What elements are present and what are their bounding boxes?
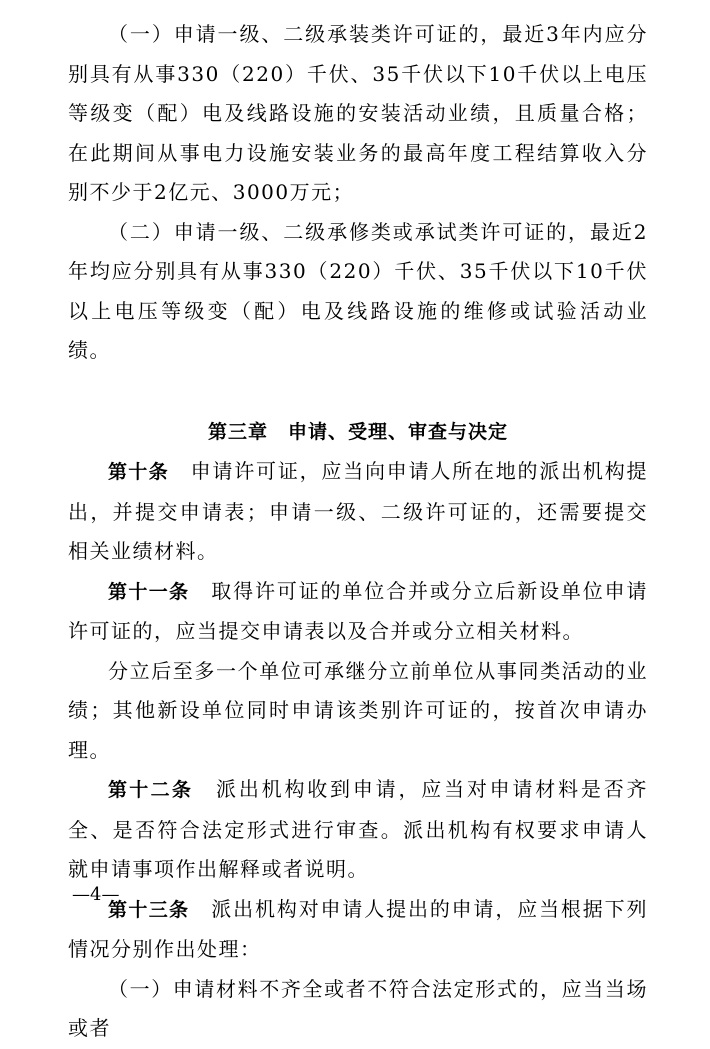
article-number: 第十一条 (108, 580, 190, 603)
paragraph-item-3: （一）申请材料不齐全或者不符合法定形式的，应当当场或者 (68, 976, 648, 1040)
article-10 (68, 452, 648, 572)
article-text: 申请许可证，应当向申请人所在地的派出机构提出，并提交申请表；申请一级、二级许可证的，还需要提交相关业绩材料。 (68, 459, 648, 563)
paragraph-item-2: （二）申请一级、二级承修类或承试类许可证的，最近2年均应分别具有从事330（220）千伏、35千伏以下10千伏以上电压等级变（配）电及线路设施的维修或试验活动业绩。 (68, 219, 648, 362)
body-text (68, 15, 648, 1049)
page-number: —4— (72, 884, 120, 905)
article-number: 第十三条 (108, 898, 190, 921)
article-text: 派出机构收到申请，应当对申请材料是否齐全、是否符合法定形式进行审查。派出机构有权要求申请人就申请事项作出解释或者说明。 (68, 777, 648, 881)
article-number: 第十条 (108, 461, 169, 483)
article-11 (68, 572, 648, 652)
article-number: 第十二条 (108, 779, 194, 801)
paragraph-item-1: （一）申请一级、二级承装类许可证的，最近3年内应分别具有从事330（220）千伏、35千伏以下10千伏以上电压等级变（配）电及线路设施的安装活动业绩，且质量合格；在此期间从事电力设施安装业务的最高年度工程结算收入分别不少于2亿元、3000万元； (68, 22, 648, 204)
chapter-title: 第三章 申请、受理、审查与决定 (207, 420, 508, 443)
article-text: 派出机构对申请人提出的申请，应当根据下列情况分别作出处理： (68, 896, 648, 961)
article-text: 取得许可证的单位合并或分立后新设单位申请许可证的，应当提交申请表以及合并或分立相关材料。 (68, 578, 648, 643)
paragraph-split-unit: 分立后至多一个单位可承继分立前单位从事同类活动的业绩；其他新设单位同时申请该类别许可证的，按首次申请办理。 (68, 658, 648, 762)
article-13 (68, 890, 648, 970)
article-12 (68, 770, 648, 890)
